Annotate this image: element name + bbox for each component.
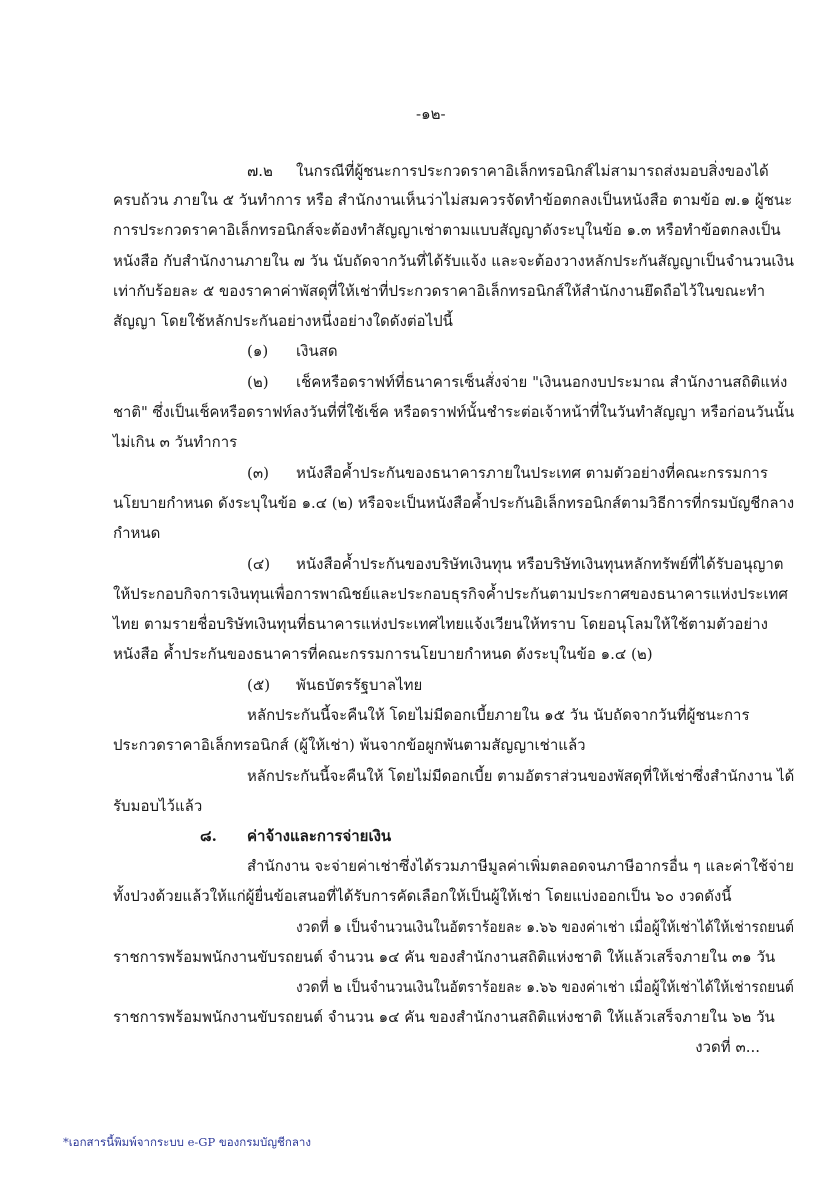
installment-line: ราชการพร้อมพนักงานขับรถยนต์ จำนวน ๑๔ คัน ของสำนักงานสถิติแห่งชาติ ให้แล้วเสร็จภายใน ๖๒ วัน [113, 1008, 775, 1026]
guarantee-return-line: หลักประกันนี้จะคืนให้ โดยไม่มีดอกเบี้ยภายใน ๑๕ วัน นับถัดจากวันที่ผู้ชนะการ [247, 706, 750, 724]
page-number: -๑๒- [416, 105, 446, 123]
clause-7-2-line: สัญญา โดยใช้หลักประกันอย่างหนึ่งอย่างใดดังต่อไปนี้ [113, 312, 453, 330]
installment-line: ราชการพร้อมพนักงานขับรถยนต์ จำนวน ๑๔ คัน ของสำนักงานสถิติแห่งชาติ ให้แล้วเสร็จภายใน ๓๑ วัน [113, 948, 776, 966]
item-number: (๕) [247, 676, 271, 694]
item-text: ให้ประกอบกิจการเงินทุนเพื่อการพาณิชย์และประกอบธุรกิจค้ำประกันตามประกาศของธนาคารแห่งประเทศ [113, 585, 788, 603]
clause-7-2-line: หนังสือ กับสำนักงานภายใน ๗ วัน นับถัดจากวันที่ได้รับแจ้ง และจะต้องวางหลักประกันสัญญาเป็นจำนวนเงิน [113, 252, 795, 270]
clause-7-2-line: ครบถ้วน ภายใน ๕ วันทำการ หรือ สำนักงานเห็นว่าไม่สมควรจัดทำข้อตกลงเป็นหนังสือ ตามข้อ ๗.๑ ผู้ชนะ [113, 191, 793, 209]
guarantee-return-line: หลักประกันนี้จะคืนให้ โดยไม่มีดอกเบี้ย ตามอัตราส่วนของพัสดุที่ให้เช่าซึ่งสำนักงาน ได้ [247, 767, 795, 785]
item-number: (๑) [247, 342, 269, 360]
item-number: (๓) [247, 464, 269, 482]
item-text: ชาติ" ซึ่งเป็นเช็คหรือดราฟท์ลงวันที่ที่ใช้เช็ค หรือดราฟท์นั้นชำระต่อเจ้าหน้าที่ในวันทำสัญญา หรือก่อนวันนั้น [113, 403, 795, 421]
continuation-text: งวดที่ ๓... [695, 1038, 760, 1056]
item-text: ไทย ตามรายชื่อบริษัทเงินทุนที่ธนาคารแห่งประเทศไทยแจ้งเวียนให้ทราบ โดยอนุโลมให้ใช้ตามตัวอย่าง [113, 615, 768, 633]
clause-7-2-number: ๗.๒ [247, 162, 273, 180]
item-number: (๒) [247, 373, 269, 391]
item-text: ไม่เกิน ๓ วันทำการ [113, 433, 238, 451]
installment-line: งวดที่ ๑ เป็นจำนวนเงินในอัตราร้อยละ ๑.๖๖ ของค่าเช่า เมื่อผู้ให้เช่าได้ให้เช่ารถยนต์ [296, 918, 795, 936]
item-text: เงินสด [296, 342, 338, 360]
item-text: กำหนด [113, 524, 161, 542]
item-text: นโยบายกำหนด ดังระบุในข้อ ๑.๔ (๒) หรือจะเป็นหนังสือค้ำประกันอิเล็กทรอนิกส์ตามวิธีการที่กรมบัญชีกลาง [113, 494, 795, 512]
item-text: หนังสือค้ำประกันของบริษัทเงินทุน หรือบริษัทเงินทุนหลักทรัพย์ที่ได้รับอนุญาต [296, 555, 784, 573]
installment-line: งวดที่ ๒ เป็นจำนวนเงินในอัตราร้อยละ ๑.๖๖ ของค่าเช่า เมื่อผู้ให้เช่าได้ให้เช่ารถยนต์ [296, 978, 794, 996]
section-8-intro-line: ทั้งปวงด้วยแล้วให้แก่ผู้ยื่นข้อเสนอที่ได้รับการคัดเลือกให้เป็นผู้ให้เช่า โดยแบ่งออกเป็น ๖๐ งวดดังนี้ [113, 887, 732, 905]
clause-7-2-line: การประกวดราคาอิเล็กทรอนิกส์จะต้องทำสัญญาเช่าตามแบบสัญญาดังระบุในข้อ ๑.๓ หรือทำข้อตกลงเป็น [113, 221, 781, 239]
section-8-number: ๘. [200, 827, 217, 845]
item-text: พันธบัตรรัฐบาลไทย [296, 676, 423, 694]
item-text: หนังสือค้ำประกันของธนาคารภายในประเทศ ตามตัวอย่างที่คณะกรรมการ [296, 464, 768, 482]
item-text: หนังสือ ค้ำประกันของธนาคารที่คณะกรรมการนโยบายกำหนด ดังระบุในข้อ ๑.๔ (๒) [113, 645, 653, 663]
guarantee-return-line: รับมอบไว้แล้ว [113, 797, 203, 815]
section-8-title: ค่าจ้างและการจ่ายเงิน [247, 827, 392, 845]
item-number: (๔) [247, 555, 271, 573]
clause-7-2-line: เท่ากับร้อยละ ๕ ของราคาค่าพัสดุที่ให้เช่าที่ประกวดราคาอิเล็กทรอนิกส์ให้สำนักงานยึดถือไว้ในขณะทำ [113, 282, 766, 300]
guarantee-return-line: ประกวดราคาอิเล็กทรอนิกส์ (ผู้ให้เช่า) พ้นจากข้อผูกพันตามสัญญาเช่าแล้ว [113, 736, 586, 754]
footer-note: *เอกสารนี้พิมพ์จากระบบ e-GP ของกรมบัญชีกลาง [63, 1135, 311, 1149]
item-text: เช็คหรือดราฟท์ที่ธนาคารเซ็นสั่งจ่าย "เงินนอกงบประมาณ สำนักงานสถิติแห่ง [296, 373, 788, 391]
section-8-intro-line: สำนักงาน จะจ่ายค่าเช่าซึ่งได้รวมภาษีมูลค่าเพิ่มตลอดจนภาษีอากรอื่น ๆ และค่าใช้จ่าย [247, 857, 795, 875]
clause-7-2-line: ในกรณีที่ผู้ชนะการประกวดราคาอิเล็กทรอนิกส์ไม่สามารถส่งมอบสิ่งของได้ [296, 162, 769, 180]
